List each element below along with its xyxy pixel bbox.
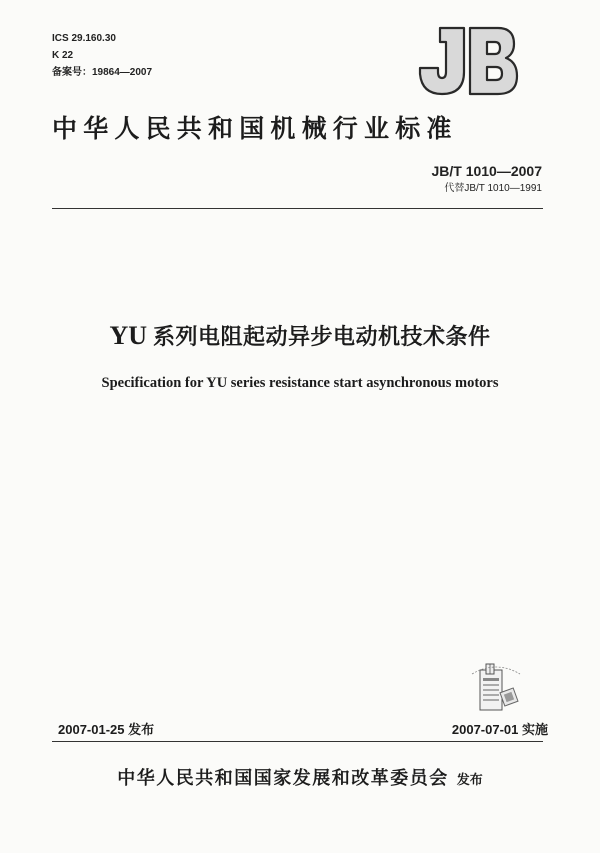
- issue-date: 2007-01-25 发布: [58, 722, 155, 737]
- standard-code-block: [431, 162, 542, 196]
- title-latin-part: YU: [109, 321, 148, 350]
- classification-code: K 22: [52, 50, 74, 61]
- record-number: 备案号：19864—2007: [52, 67, 153, 78]
- title-chinese-part: 系列电阻起动异步电动机技术条件: [153, 325, 491, 350]
- document-title: [0, 320, 600, 351]
- ics-code: ICS 29.160.30: [52, 33, 116, 44]
- issuer-line: [0, 764, 600, 790]
- bottom-divider: [52, 741, 543, 742]
- jb-logo: [412, 20, 522, 102]
- replaces-standard: 代替JB/T 1010—1991: [444, 183, 542, 194]
- metadata-block: [52, 30, 152, 81]
- publisher-seal-icon: [466, 660, 526, 720]
- english-title: Specification for YU series resistance start asynchronous motors: [101, 375, 499, 391]
- industry-standard-title: 中华人民共和国机械行业标准: [52, 114, 458, 143]
- standard-number: JB/T 1010—2007: [431, 163, 542, 179]
- issuer-organization: 中华人民共和国国家发展和改革委员会: [117, 768, 449, 789]
- issuer-action: 发布: [456, 773, 483, 788]
- top-divider: [52, 208, 543, 209]
- implementation-date: 2007-07-01 实施: [451, 722, 548, 737]
